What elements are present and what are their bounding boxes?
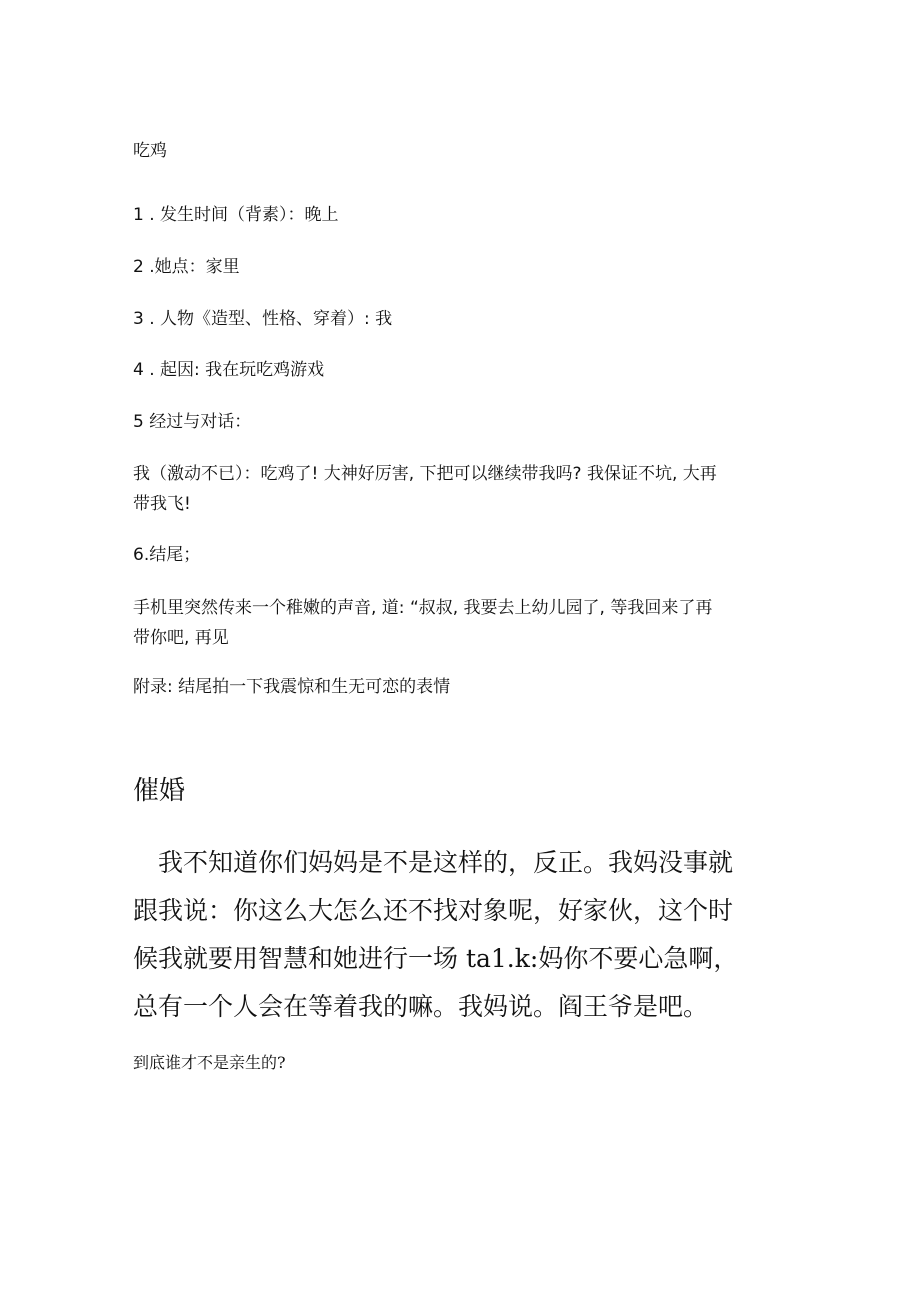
appendix-line: 附录: 结尾拍一下我震惊和生无可恋的表情	[133, 677, 451, 697]
marriage-paragraph	[133, 839, 793, 1031]
marriage-line-2: 跟我说：你这么大怎么还不找对象呢，好家伙，这个时	[133, 896, 734, 925]
dialogue-line-1: 我（激动不已）：吃鸡了! 大神好厉害, 下把可以继续带我吗? 我保证不坑, 大再	[133, 464, 717, 484]
list-item-place: 2 .她点：家里	[133, 257, 240, 277]
ending-paragraph	[133, 593, 783, 653]
list-item-time: 1 . 发生时间（背素）：晚上	[133, 205, 339, 225]
marriage-line-1: 我不知道你们妈妈是不是这样的，反正。我妈没事就	[158, 848, 734, 877]
section-title-marriage: 催婚	[133, 776, 186, 806]
ending-label: 6.结尾；	[133, 545, 201, 565]
list-item-cause: 4 . 起因: 我在玩吃鸡游戏	[133, 360, 325, 380]
marriage-line-4: 总有一个人会在等着我的嘛。我妈说。阎王爷是吧。	[133, 992, 709, 1021]
dialogue-paragraph	[133, 459, 783, 519]
ending-line-1: 手机里突然传来一个稚嫩的声音, 道: “叔叔, 我要去上幼儿园了, 等我回来了再	[133, 598, 713, 618]
list-item-process: 5 经过与对话：	[133, 412, 252, 432]
section-title-chicken: 吃鸡	[133, 141, 167, 161]
marriage-line-3: 候我就要用智慧和她进行一场 ta1.k:妈你不要心急啊，	[133, 944, 739, 973]
ending-line-2: 带你吧, 再见	[133, 628, 229, 648]
dialogue-line-2: 带我飞!	[133, 494, 191, 514]
list-item-character: 3 . 人物《造型、性格、穿着）: 我	[133, 309, 393, 329]
closing-question: 到底谁才不是亲生的?	[133, 1053, 286, 1072]
